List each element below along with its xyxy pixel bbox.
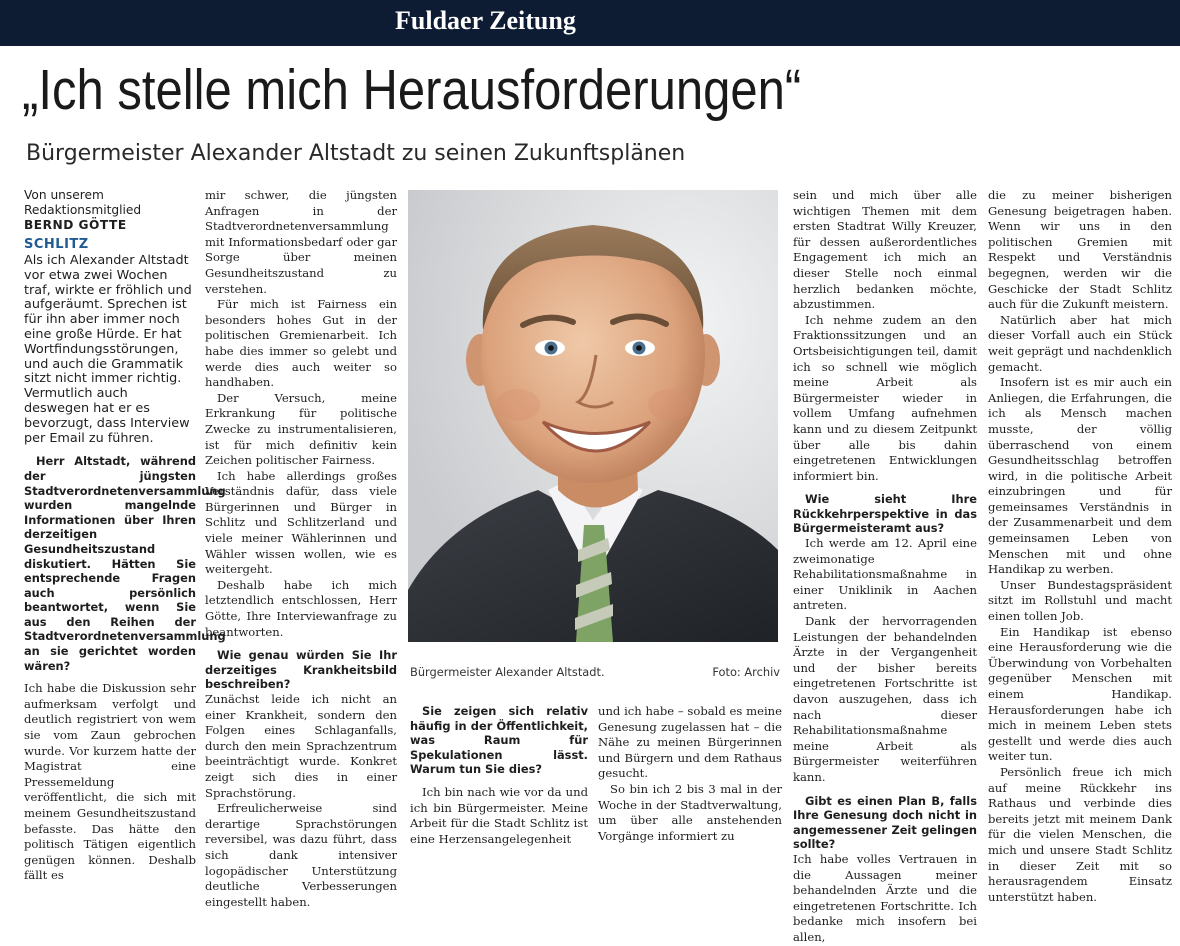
answer-1-paragraph: Ich habe die Diskussion sehr aufmerksam verfolgt und deutlich registriert von wem sie vom Zaun gebrochen wurde. Vor kurzem hatte der Magistrat eine Pressemeldung veröffentlicht, die sich mit meinem Gesundheitszustand befasste. Das hätte den politisch Tätigen eigentlich genügen können. Deshalb fällt es — [24, 681, 196, 883]
sub2-paragraph-1: und ich habe – sobald es meine Genesung zugelassen hat – die Nähe zu meinen Bürgerinnen und Bürgern und dem Rathaus gesucht. — [598, 704, 782, 781]
answer-4: Ich werde am 12. April eine zweimonatige Rehabilitationsmaßnahme in einer Uniklinik in Aachen antreten. — [793, 536, 977, 613]
article-headline: „Ich stelle mich Herausforderungen“ — [22, 58, 802, 122]
byline-line-2: Redaktionsmitglied — [24, 203, 142, 217]
question-2: Wie genau würden Sie Ihr derzeitiges Krankheitsbild beschreiben? — [205, 648, 397, 692]
byline-line-1: Von unserem — [24, 188, 104, 202]
col4-paragraph-1: die zu meiner bisherigen Genesung beigetragen haben. Wenn wir uns in den politischen Gremien mit Respekt und Verständnis begegnen, werden wir die Geschicke der Stadt Schlitz auch für die Zukunft meistern. — [988, 188, 1172, 312]
question-5: Gibt es einen Plan B, falls Ihre Genesung doch nicht in angemessener Zeit gelingen sollte? — [793, 793, 977, 852]
masthead — [0, 0, 1180, 46]
col2-paragraph-3: Der Versuch, meine Erkrankung für politische Zwecke zu instrumentalisieren, ist für mich definitiv kein Zeichen politischer Fairness. — [205, 390, 397, 468]
question-3: Sie zeigen sich relativ häufig in der Öffentlichkeit, was Raum für Spekulationen lässt. Warum tun Sie dies? — [410, 704, 588, 777]
photo-caption-text: Bürgermeister Alexander Altstadt. — [410, 665, 605, 679]
sub2-paragraph-2: So bin ich 2 bis 3 mal in der Woche in der Stadtverwaltung, um über alle anstehenden Vorgänge informiert zu — [598, 781, 782, 843]
masthead-title: Fuldaer Zeitung — [395, 6, 576, 35]
col2-paragraph-1: mir schwer, die jüngsten Anfragen in der Stadtverordnetenversammlung mit Informationsbedarf oder gar Sorge über meinen Gesundheitszustand zu verstehen. — [205, 188, 397, 296]
question-4: Wie sieht Ihre Rückkehrperspektive in das Bürgermeisteramt aus? — [793, 492, 977, 536]
answer-3: Ich bin nach wie vor da und ich bin Bürgermeister. Meine Arbeit für die Stadt Schlitz ist eine Herzensangelegenheit — [410, 784, 588, 846]
column-1 — [24, 188, 226, 884]
lead-paragraph: Als ich Alexander Altstadt vor etwa zwei Wochen traf, wirkte er fröhlich und aufgeräumt. Sprechen ist für ihn aber immer noch eine große Hürde. Er hat Wortfindungsstörungen, und auch die Grammatik sitzt nicht immer richtig. Vermutlich auch deswegen hat er es bevorzugt, dass Interview per Email zu führen. — [24, 253, 192, 446]
col3-paragraph-3: Dank der hervorragenden Leistungen der behandelnden Ärzte in der Vergangenheit und der bisher bereits eingetretenen Fortschritte ist davon auszugehen, dass ich nach dieser Rehabilitationsmaßnahme meine Arbeit als Bürgermeister weiterführen kann. — [793, 614, 977, 784]
portrait-photo — [408, 190, 778, 642]
photo-caption — [410, 665, 780, 683]
column-3a — [410, 704, 588, 847]
answer-5: Ich habe volles Vertrauen in die Aussagen meiner behandelnden Ärzte und die eingetretenen Fortschritte. Ich bedanke mich insofern bei allen, — [793, 851, 977, 944]
article-subheadline: Bürgermeister Alexander Altstadt zu seinen Zukunftsplänen — [26, 141, 686, 166]
dateline: SCHLITZ — [24, 237, 89, 252]
col2-paragraph-2: Für mich ist Fairness ein besonders hohes Gut in der politischen Gremienarbeit. Ich habe dies immer so gelebt und werde dies auch weiter so handhaben. — [205, 297, 397, 390]
col2-paragraph-6: Erfreulicherweise sind derartige Sprachstörungen reversibel, was dazu führt, dass sich dank intensiver logopädischer Unterstützung deutliche Verbesserungen eingestellt haben. — [205, 801, 397, 909]
col2-paragraph-4: Ich habe allerdings großes Verständnis dafür, dass viele Bürgerinnen und Bürger in Schlitz und Schlitzerland und viele meiner Wählerinnen und Wähler wissen wollen, wie es weitergeht. — [205, 468, 397, 577]
col4-paragraph-4: Unser Bundestagspräsident sitzt im Rollstuhl und macht einen tollen Job. — [988, 577, 1172, 624]
column-5 — [988, 188, 1172, 905]
photo-credit: Foto: Archiv — [712, 665, 780, 679]
col2-paragraph-5: Deshalb habe ich mich letztendlich entschlossen, Herr Götte, Ihre Interviewanfrage zu beantworten. — [205, 577, 397, 639]
col4-paragraph-6: Persönlich freue ich mich auf meine Rückkehr ins Rathaus und verbinde dies bereits jetzt mit meinem Dank für die vielen Menschen, die mich und unsere Stadt Schlitz in dieser Zeit mit so herausragendem Einsatz unterstützt haben. — [988, 764, 1172, 904]
column-2 — [205, 188, 397, 910]
column-3b — [598, 704, 782, 844]
question-1: Herr Altstadt, während der jüngsten Stadtverordnetenversammlung wurden mangelnde Informationen über Ihren derzeitigen Gesundheitszustand diskutiert. Hätten Sie entsprechende Fragen auch persönlich beantwortet, wenn Sie aus den Reihen der Stadtverordnetenversammlung an sie gerichtet worden wären? — [24, 454, 226, 673]
portrait-illustration — [408, 190, 778, 642]
col4-paragraph-3: Insofern ist es mir auch ein Anliegen, die Erfahrungen, die ich als Mensch machen musste, der völlig überraschend von einem Gesundheitsschlag betroffen wird, in die politische Arbeit einzubringen und für gemeinsames Verständnis in der Zusammenarbeit und dem gemeinsamen Leben von Menschen mit und ohne Handikap zu werben. — [988, 375, 1172, 577]
column-4 — [793, 188, 977, 946]
answer-2: Zunächst leide ich nicht an einer Krankheit, sondern den Folgen eines Schlaganfalls, durch den mein Sprachzentrum beeinträchtigt wurde. Konkret zeigt sich dies in einer Sprachstörung. — [205, 692, 397, 800]
col3-paragraph-2: Ich nehme zudem an den Fraktionssitzungen und an Ortsbeisichtigungen teil, damit ich so schnell wie möglich meine Arbeit als Bürgermeister wieder in vollem Umfang aufnehmen kann und zu diesem Zeitpunkt über alle bis dahin eingetretenen Entwicklungen informiert bin. — [793, 312, 977, 483]
col3-paragraph-1: sein und mich über alle wichtigen Themen mit dem ersten Stadtrat Willy Kreuzer, für dessen außerordentliches Engagement ich mich an dieser Stelle noch einmal herzlich bedanken möchte, abzustimmen. — [793, 188, 977, 312]
byline-author: BERND GÖTTE — [24, 218, 127, 232]
col4-paragraph-5: Ein Handikap ist ebenso eine Herausforderung wie die Überwindung von Vorbehalten gegenüber Menschen mit einem Handikap. Herausforderungen habe ich mich in meinem Leben stets gestellt und werde dies auch weiter tun. — [988, 624, 1172, 764]
col4-paragraph-2: Natürlich aber hat mich dieser Vorfall auch ein Stück weit geprägt und nachdenklich gemacht. — [988, 312, 1172, 374]
